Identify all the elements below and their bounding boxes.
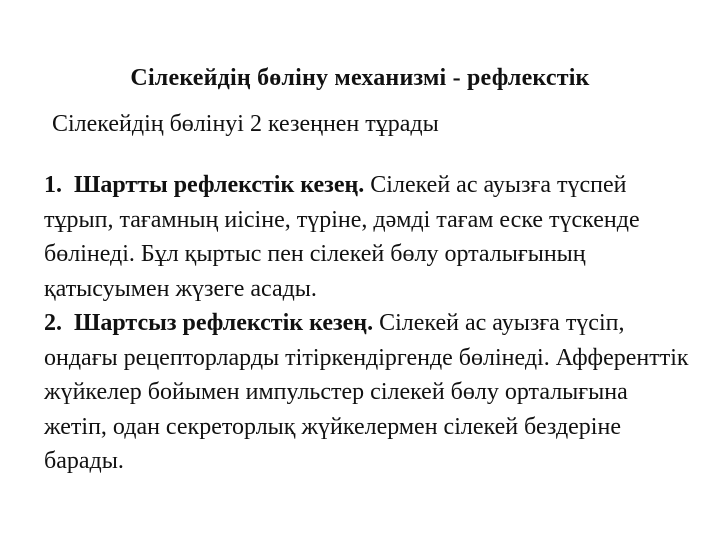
item-lead: Шартты рефлекстік кезең.	[74, 172, 365, 198]
slide-title: Сілекейдің бөліну механизмі - рефлекстік	[130, 65, 590, 91]
item-number: 2.	[44, 310, 62, 336]
item-lead: Шартсыз рефлекстік кезең.	[74, 310, 374, 336]
item-text: Сілекей ас ауызға түспей тұрып, тағамның иісіне, түріне, дәмді тағам еске түскенде бөлінеді. Бұл қыртыс пен сілекей бөлу орталығының қатысуымен жүзеге асады.	[44, 172, 640, 302]
list-item-1	[44, 168, 694, 306]
list-item-2	[44, 306, 694, 479]
body-text	[44, 168, 694, 479]
item-text: Сілекей ас ауызға түсіп, ондағы рецепторларды тітіркендіргенде бөлінеді. Афференттік жүйкелер бойымен импульстер сілекей бөлу орталығына жетіп, одан секреторлық жүйкелермен сілекей бездеріне барады.	[44, 310, 689, 474]
item-number: 1.	[44, 172, 62, 198]
slide-subtitle: Сілекейдің бөлінуі 2 кезеңнен тұрады	[52, 111, 439, 137]
